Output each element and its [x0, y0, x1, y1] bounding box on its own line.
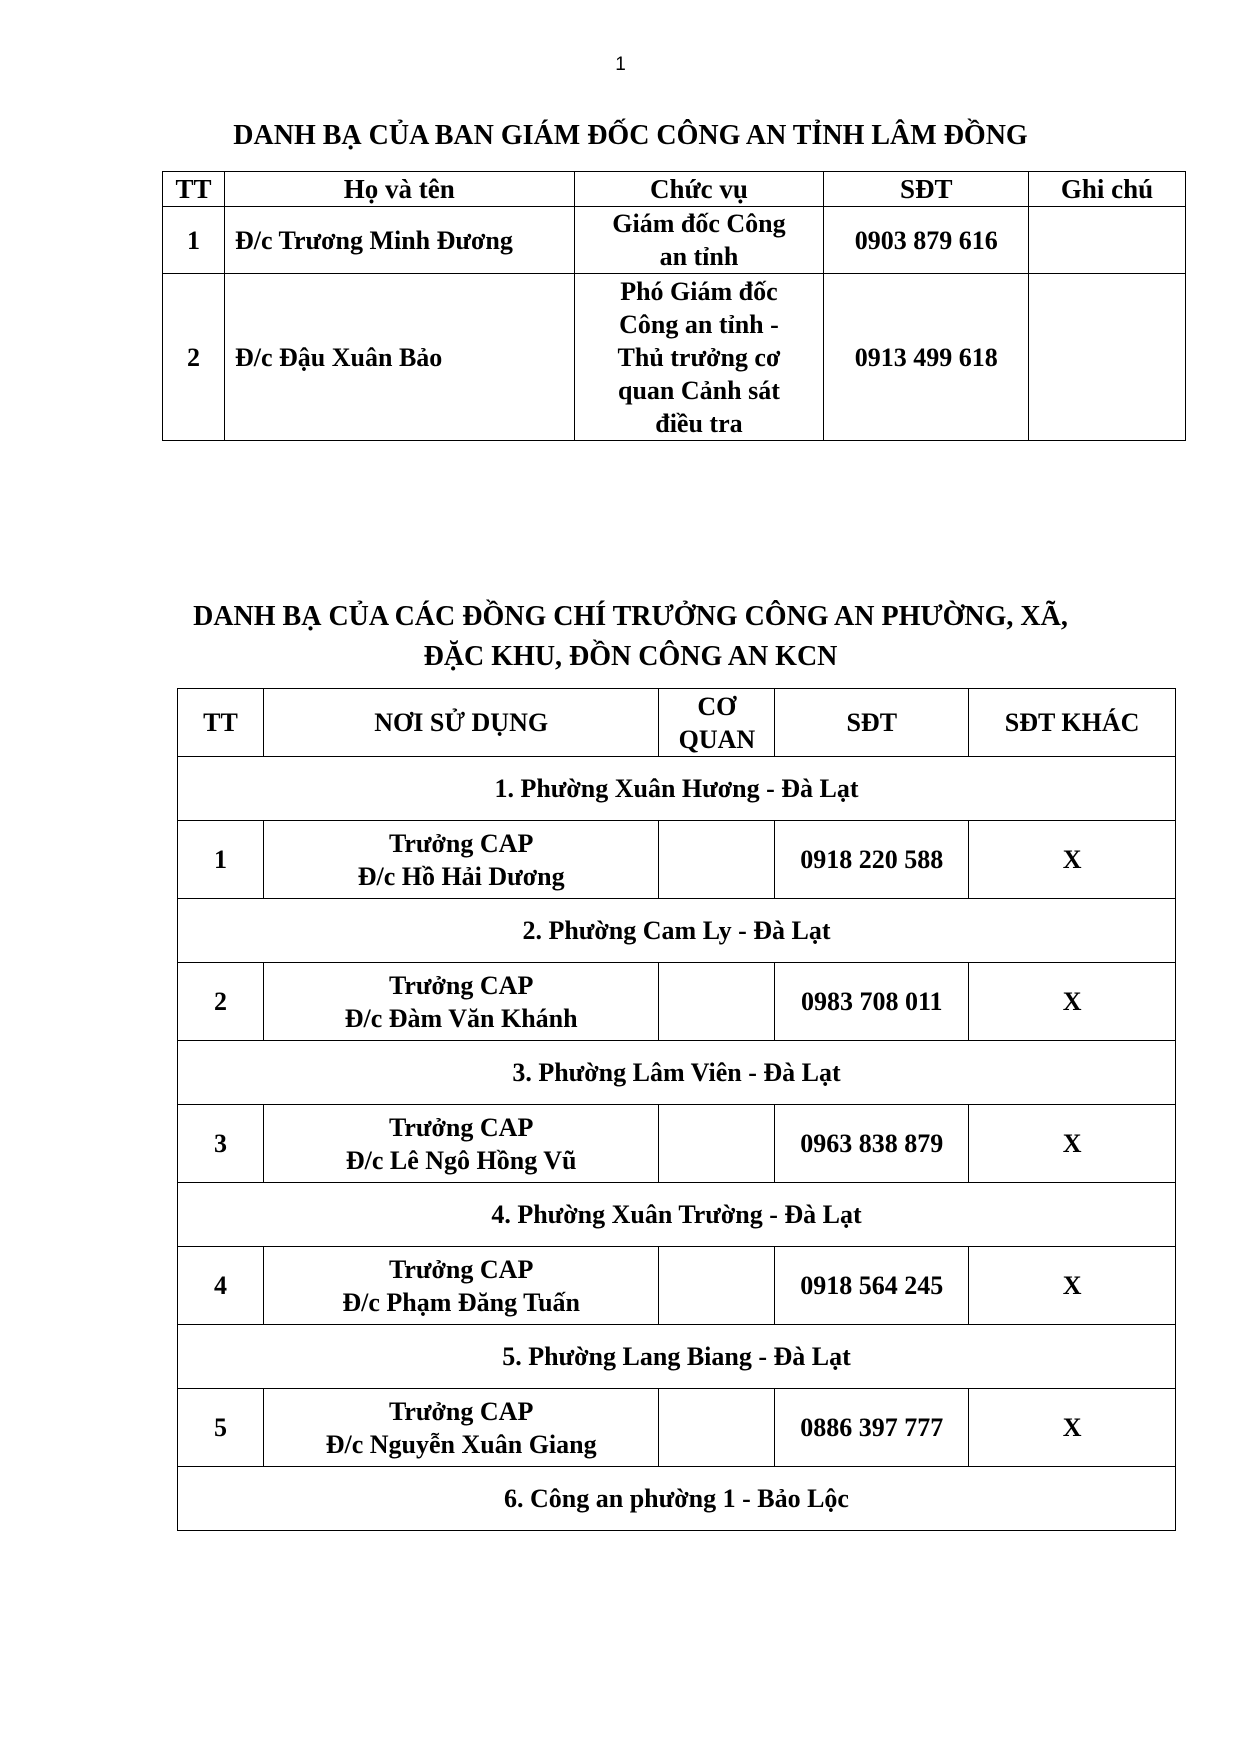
row-person: Đ/c Hồ Hải Dương: [357, 861, 565, 891]
table-row: [178, 1389, 1176, 1467]
row-other-phone: X: [969, 821, 1176, 899]
row-tt: 4: [178, 1247, 264, 1325]
section2-title-line: ĐẶC KHU, ĐỒN CÔNG AN KCN: [423, 641, 838, 672]
row-phone: 0886 397 777: [775, 1389, 969, 1467]
row-role: Trưởng CAP: [388, 1254, 534, 1284]
table-row: [163, 274, 1186, 441]
header-agency: [659, 689, 775, 757]
table-row: [178, 821, 1176, 899]
row-person: Đ/c Phạm Đăng Tuấn: [342, 1287, 581, 1317]
table-row: [178, 1247, 1176, 1325]
row-tt: 5: [178, 1389, 264, 1467]
row-person: Đ/c Nguyễn Xuân Giang: [325, 1429, 597, 1459]
table-row: [178, 1105, 1176, 1183]
row-person: Đ/c Đàm Văn Khánh: [344, 1003, 578, 1033]
position-line: Phó Giám đốc: [620, 276, 778, 306]
row-tt: 2: [178, 963, 264, 1041]
section1-title: DANH BẠ CỦA BAN GIÁM ĐỐC CÔNG AN TỈNH LÂM ĐỒNG: [233, 120, 1028, 151]
group-row: [178, 1467, 1176, 1531]
row-agency: [659, 1105, 775, 1183]
row-place: [263, 963, 659, 1041]
group-label: 3. Phường Lâm Viên - Đà Lạt: [178, 1041, 1176, 1105]
row-other-phone: X: [969, 1247, 1176, 1325]
group-label: 1. Phường Xuân Hương - Đà Lạt: [178, 757, 1176, 821]
position-line: điều tra: [655, 408, 743, 438]
table-header-row: [163, 172, 1186, 207]
row-place: [263, 821, 659, 899]
row-agency: [659, 963, 775, 1041]
header-phone: SĐT: [775, 689, 969, 757]
row-role: Trưởng CAP: [388, 970, 534, 1000]
group-row: [178, 757, 1176, 821]
row-name: Đ/c Trương Minh Đương: [224, 207, 574, 274]
group-row: [178, 899, 1176, 963]
header-other-phone: SĐT KHÁC: [969, 689, 1176, 757]
group-label: 2. Phường Cam Ly - Đà Lạt: [178, 899, 1176, 963]
row-phone: 0983 708 011: [775, 963, 969, 1041]
row-position: [574, 207, 824, 274]
row-phone: 0903 879 616: [824, 207, 1029, 274]
row-tt: 3: [178, 1105, 264, 1183]
position-line: Công an tỉnh -: [619, 309, 779, 339]
header-agency-line: CƠ: [697, 691, 737, 721]
row-agency: [659, 1389, 775, 1467]
group-row: [178, 1325, 1176, 1389]
leadership-directory-table: [162, 171, 1186, 441]
group-row: [178, 1041, 1176, 1105]
row-phone: 0913 499 618: [824, 274, 1029, 441]
page-number: 1: [615, 54, 626, 75]
row-other-phone: X: [969, 963, 1176, 1041]
row-role: Trưởng CAP: [388, 828, 534, 858]
position-line: Thủ trưởng cơ: [617, 342, 781, 372]
row-tt: 1: [178, 821, 264, 899]
header-tt: TT: [178, 689, 264, 757]
header-position: Chức vụ: [574, 172, 824, 207]
header-tt: TT: [163, 172, 225, 207]
row-phone: 0963 838 879: [775, 1105, 969, 1183]
table-row: [163, 207, 1186, 274]
group-label: 4. Phường Xuân Trường - Đà Lạt: [178, 1183, 1176, 1247]
header-name: Họ và tên: [224, 172, 574, 207]
row-role: Trưởng CAP: [388, 1396, 534, 1426]
header-phone: SĐT: [824, 172, 1029, 207]
row-other-phone: X: [969, 1105, 1176, 1183]
row-person: Đ/c Lê Ngô Hồng Vũ: [345, 1145, 577, 1175]
position-line: quan Cảnh sát: [618, 375, 780, 405]
row-name: Đ/c Đậu Xuân Bảo: [224, 274, 574, 441]
position-line: an tỉnh: [659, 242, 739, 271]
row-role: Trưởng CAP: [388, 1112, 534, 1142]
row-note: [1029, 207, 1186, 274]
group-label: 5. Phường Lang Biang - Đà Lạt: [178, 1325, 1176, 1389]
table-header-row: [178, 689, 1176, 757]
row-phone: 0918 220 588: [775, 821, 969, 899]
section2-title-line: DANH BẠ CỦA CÁC ĐỒNG CHÍ TRƯỞNG CÔNG AN PHƯỜNG, XÃ,: [193, 601, 1068, 632]
position-line: Giám đốc Công: [612, 209, 786, 238]
row-phone: 0918 564 245: [775, 1247, 969, 1325]
row-place: [263, 1105, 659, 1183]
row-agency: [659, 821, 775, 899]
row-agency: [659, 1247, 775, 1325]
header-note: Ghi chú: [1029, 172, 1186, 207]
group-label: 6. Công an phường 1 - Bảo Lộc: [178, 1467, 1176, 1531]
group-row: [178, 1183, 1176, 1247]
section2-title: [10, 597, 1241, 677]
header-agency-line: QUAN: [678, 724, 756, 754]
row-other-phone: X: [969, 1389, 1176, 1467]
row-note: [1029, 274, 1186, 441]
row-tt: 2: [163, 274, 225, 441]
ward-police-directory-table: [177, 688, 1176, 1531]
table-row: [178, 963, 1176, 1041]
row-position: [574, 274, 824, 441]
row-place: [263, 1247, 659, 1325]
row-tt: 1: [163, 207, 225, 274]
row-place: [263, 1389, 659, 1467]
header-place: NƠI SỬ DỤNG: [263, 689, 659, 757]
